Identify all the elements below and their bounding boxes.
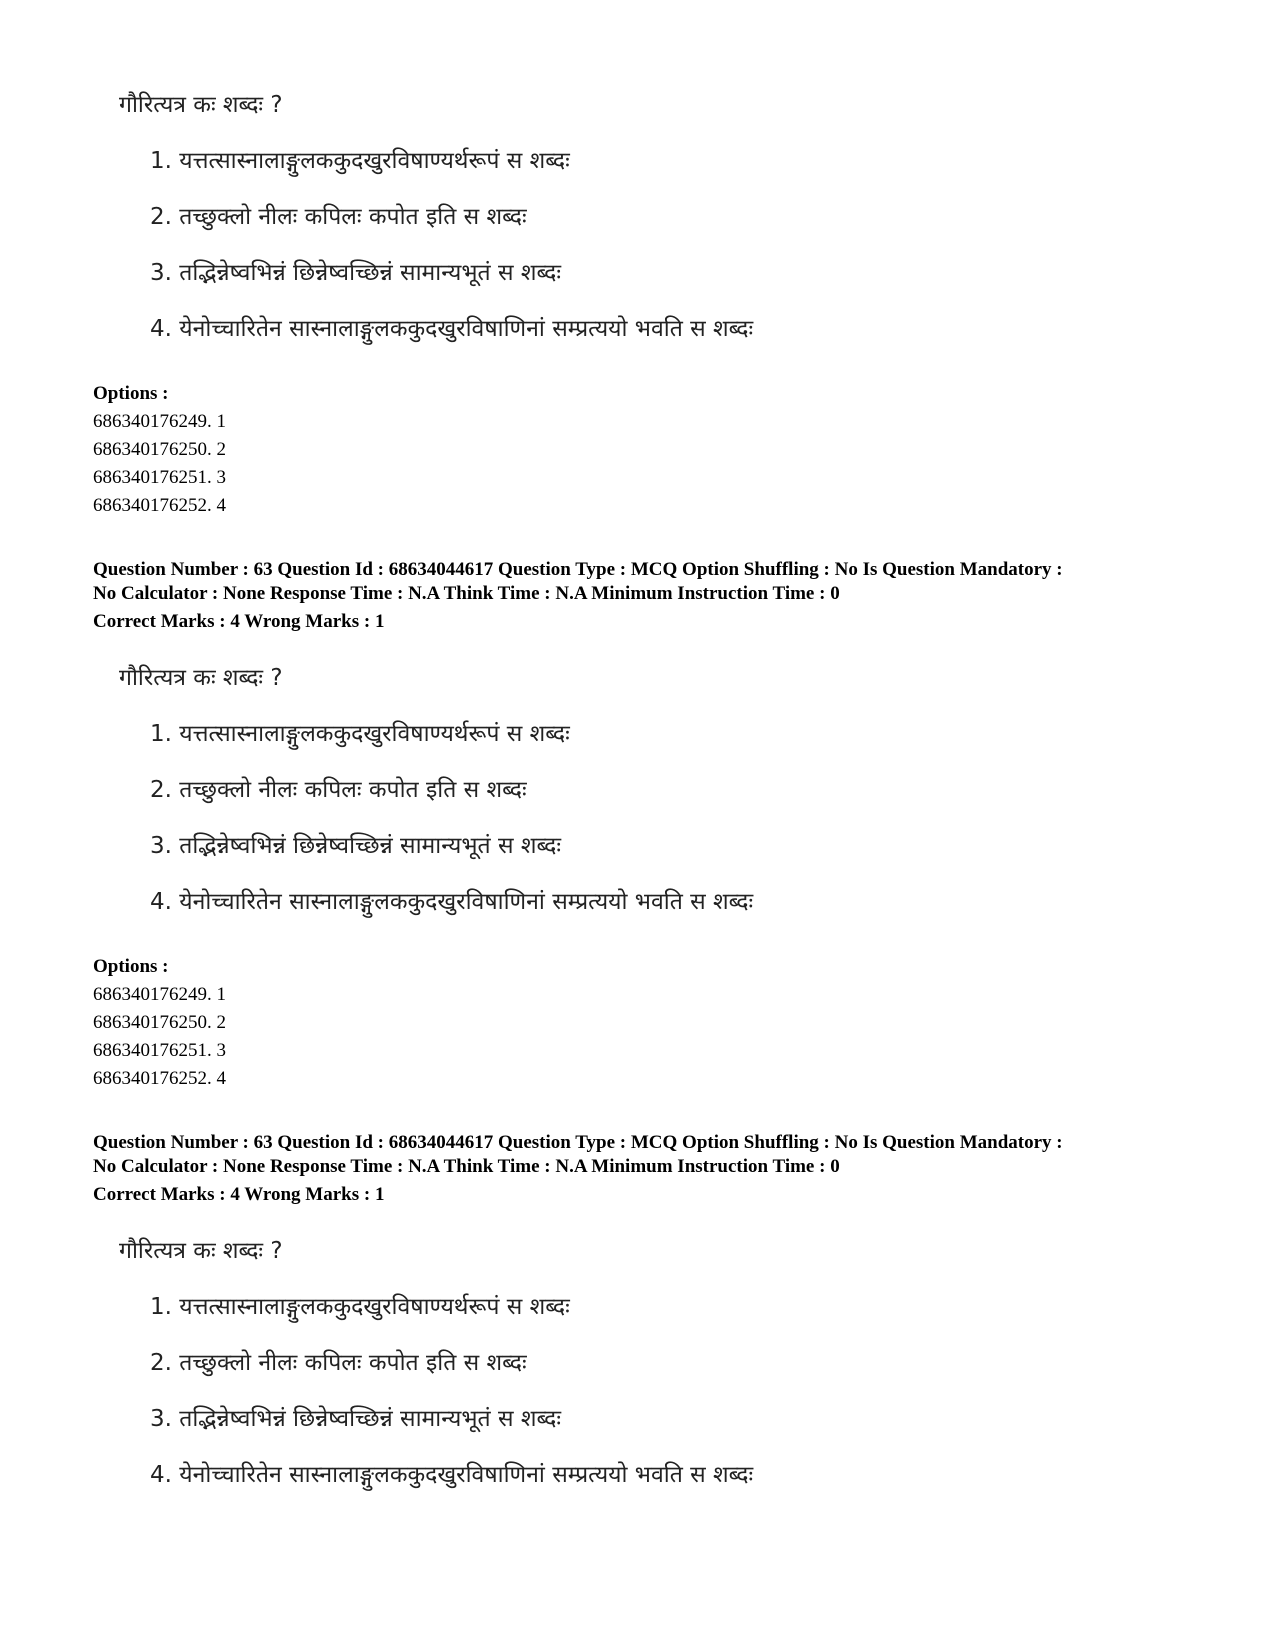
option-3: 686340176251. 3	[93, 1040, 226, 1061]
choice-2: 2. तच्छुक्लो नीलः कपिलः कपोत इति स शब्दः	[150, 1350, 527, 1376]
choice-3: 3. तद्भिन्नेष्वभिन्नं छिन्नेष्वच्छिन्नं सामान्यभूतं स शब्दः	[150, 1406, 561, 1432]
choice-4: 4. येनोच्चारितेन सास्नालाङ्गुलककुदखुरविषाणिनां सम्प्रत्ययो भवति स शब्दः	[150, 1462, 754, 1488]
option-1: 686340176249. 1	[93, 984, 226, 1005]
question-text: गौरित्यत्र कः शब्दः ?	[119, 665, 283, 691]
option-4: 686340176252. 4	[93, 495, 226, 516]
question-marks: Correct Marks : 4 Wrong Marks : 1	[93, 1184, 385, 1205]
choice-4: 4. येनोच्चारितेन सास्नालाङ्गुलककुदखुरविषाणिनां सम्प्रत्ययो भवति स शब्दः	[150, 889, 754, 915]
option-2: 686340176250. 2	[93, 1012, 226, 1033]
choice-1: 1. यत्तत्सास्नालाङ्गुलककुदखुरविषाण्यर्थरूपं स शब्दः	[150, 148, 570, 174]
question-text: गौरित्यत्र कः शब्दः ?	[119, 92, 283, 118]
option-4: 686340176252. 4	[93, 1068, 226, 1089]
options-label: Options :	[93, 956, 169, 977]
option-1: 686340176249. 1	[93, 411, 226, 432]
choice-1: 1. यत्तत्सास्नालाङ्गुलककुदखुरविषाण्यर्थरूपं स शब्दः	[150, 721, 570, 747]
question-meta-line-1: Question Number : 63 Question Id : 68634044617 Question Type : MCQ Option Shuffling : No Is Question Mandatory :	[93, 559, 1063, 580]
question-meta-line-2: No Calculator : None Response Time : N.A Think Time : N.A Minimum Instruction Time : 0	[93, 1156, 840, 1177]
question-meta-line-2: No Calculator : None Response Time : N.A Think Time : N.A Minimum Instruction Time : 0	[93, 583, 840, 604]
choice-1: 1. यत्तत्सास्नालाङ्गुलककुदखुरविषाण्यर्थरूपं स शब्दः	[150, 1294, 570, 1320]
choice-4: 4. येनोच्चारितेन सास्नालाङ्गुलककुदखुरविषाणिनां सम्प्रत्ययो भवति स शब्दः	[150, 316, 754, 342]
question-text: गौरित्यत्र कः शब्दः ?	[119, 1238, 283, 1264]
choice-3: 3. तद्भिन्नेष्वभिन्नं छिन्नेष्वच्छिन्नं सामान्यभूतं स शब्दः	[150, 833, 561, 859]
choice-2: 2. तच्छुक्लो नीलः कपिलः कपोत इति स शब्दः	[150, 777, 527, 803]
option-2: 686340176250. 2	[93, 439, 226, 460]
choice-2: 2. तच्छुक्लो नीलः कपिलः कपोत इति स शब्दः	[150, 204, 527, 230]
question-meta-line-1: Question Number : 63 Question Id : 68634044617 Question Type : MCQ Option Shuffling : No Is Question Mandatory :	[93, 1132, 1063, 1153]
question-marks: Correct Marks : 4 Wrong Marks : 1	[93, 611, 385, 632]
options-label: Options :	[93, 383, 169, 404]
option-3: 686340176251. 3	[93, 467, 226, 488]
choice-3: 3. तद्भिन्नेष्वभिन्नं छिन्नेष्वच्छिन्नं सामान्यभूतं स शब्दः	[150, 260, 561, 286]
